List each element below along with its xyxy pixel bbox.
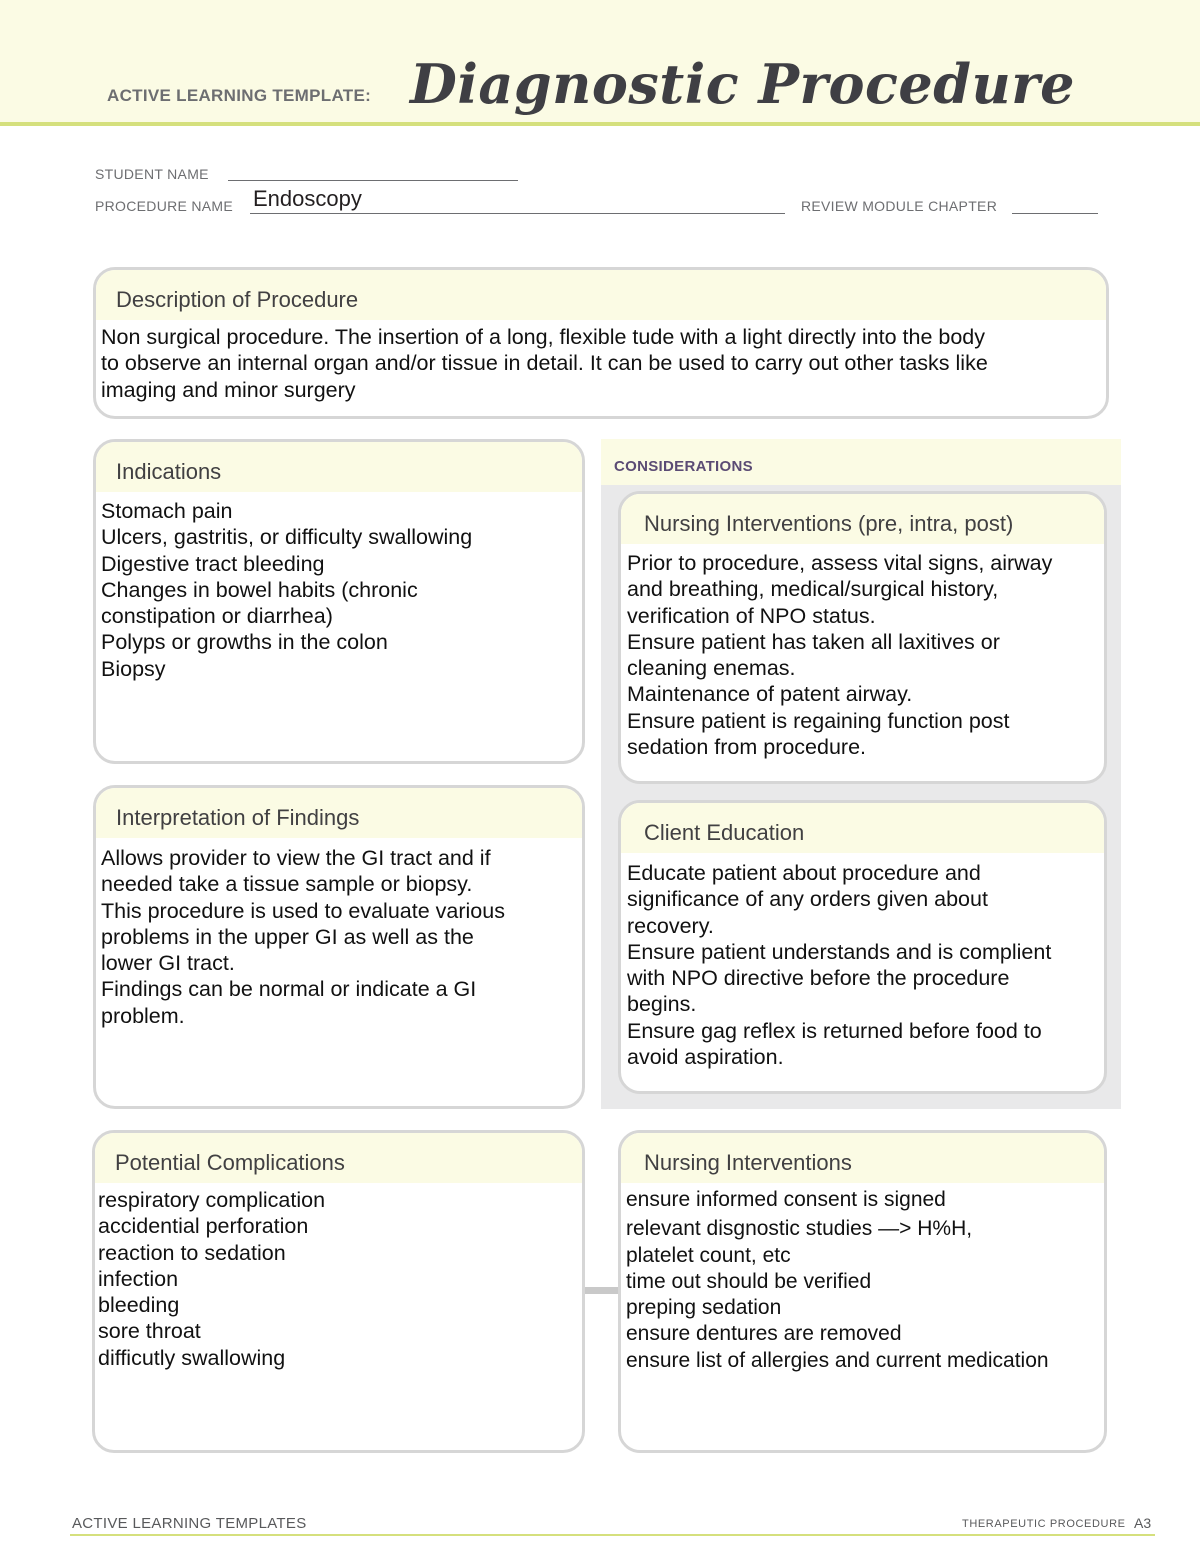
list-item: sedation from procedure. [627,735,867,760]
description-line: imaging and minor surgery [101,377,356,402]
page-title: Diagnostic Procedure [410,52,1076,116]
list-item: problem. [101,1003,185,1028]
list-item: lower GI tract. [101,951,235,976]
nursing-interventions-box [618,1130,1107,1453]
list-item: Polyps or growths in the colon [101,630,388,655]
list-item: avoid aspiration. [627,1045,784,1070]
list-item: sore throat [98,1319,201,1344]
list-item: ensure list of allergies and current medication [626,1348,1049,1372]
list-item: Ensure patient is regaining function post [627,708,1010,733]
description-box [93,267,1109,419]
list-item: Ensure gag reflex is returned before food to [627,1018,1042,1043]
list-item: platelet count, etc [626,1243,791,1267]
list-item: and breathing, medical/surgical history, [627,577,999,602]
list-item: significance of any orders given about [627,887,988,912]
list-item: relevant disgnostic studies —> H%H, [626,1217,973,1241]
footer-divider [70,1534,1155,1536]
procedure-name-field[interactable] [250,213,785,214]
client-education-box [618,800,1107,1094]
list-item: Prior to procedure, assess vital signs, airway [627,551,1053,575]
list-item: cleaning enemas. [627,656,796,681]
connector-bar [582,1287,622,1294]
review-module-field[interactable] [1012,213,1098,214]
list-item: with NPO directive before the procedure [627,966,1010,991]
list-item: difficutly swallowing [98,1345,286,1370]
procedure-name-value: Endoscopy [253,186,362,211]
page-number: A3 [1134,1515,1152,1531]
list-item: constipation or diarrhea) [101,604,333,629]
template-label: ACTIVE LEARNING TEMPLATE: [107,86,372,105]
interpretation-body [96,838,582,1029]
list-item: begins. [627,992,697,1017]
list-item: Stomach pain [101,499,233,523]
review-module-label: REVIEW MODULE CHAPTER [801,198,998,214]
complications-title: Potential Complications [95,1133,582,1183]
student-name-label: STUDENT NAME [95,166,209,182]
list-item: time out should be verified [626,1269,872,1293]
list-item: reaction to sedation [98,1240,286,1265]
considerations-header [601,439,1121,485]
page-header [0,0,1200,126]
list-item: problems in the upper GI as well as the [101,924,474,949]
list-item: Ensure patient has taken all laxitives or [627,629,1000,654]
list-item: Educate patient about procedure and [627,861,981,885]
list-item: verification of NPO status. [627,603,876,628]
list-item: Allows provider to view the GI tract and if [101,846,491,870]
complications-box [92,1130,585,1453]
footer-left-text: ACTIVE LEARNING TEMPLATES [72,1515,307,1532]
procedure-name-label: PROCEDURE NAME [95,198,233,214]
nursing-interventions-title: Nursing Interventions [621,1133,1104,1183]
footer-right-text: THERAPEUTIC PROCEDURE [962,1518,1126,1530]
description-body [96,320,1106,403]
indications-box [93,439,585,764]
considerations-title: CONSIDERATIONS [614,458,753,475]
indications-title: Indications [96,442,582,492]
nursing-interventions-body [621,1183,1104,1374]
list-item: recovery. [627,913,714,938]
list-item: bleeding [98,1293,180,1318]
indications-body [96,492,582,682]
list-item: respiratory complication [98,1188,326,1212]
list-item: preping sedation [626,1296,782,1320]
list-item: ensure dentures are removed [626,1322,902,1346]
nursing-interventions-pip-title: Nursing Interventions (pre, intra, post) [621,494,1104,544]
list-item: Ulcers, gastritis, or difficulty swallowing [101,525,473,550]
nursing-interventions-pip-body [621,544,1104,760]
list-item: Findings can be normal or indicate a GI [101,977,477,1002]
list-item: Ensure patient understands and is complient [627,939,1052,964]
list-item: Digestive tract bleeding [101,551,325,576]
interpretation-title: Interpretation of Findings [96,788,582,838]
list-item: infection [98,1266,179,1291]
list-item: This procedure is used to evaluate various [101,898,505,923]
client-education-body [621,853,1104,1070]
description-title: Description of Procedure [96,270,1106,320]
list-item: Changes in bowel habits (chronic [101,577,418,602]
list-item: ensure informed consent is signed [626,1188,946,1211]
list-item: Maintenance of patent airway. [627,682,913,707]
description-line: Non surgical procedure. The insertion of a long, flexible tude with a light directly into the body [101,325,985,349]
nursing-interventions-pip-box [618,491,1107,784]
list-item: Biopsy [101,656,166,681]
interpretation-box [93,785,585,1109]
client-education-title: Client Education [621,803,1104,853]
list-item: accidential perforation [98,1214,309,1239]
list-item: needed take a tissue sample or biopsy. [101,872,473,897]
description-line: to observe an internal organ and/or tissue in detail. It can be used to carry out other tasks like [101,351,988,376]
complications-body [95,1183,582,1371]
student-name-field[interactable] [228,180,518,181]
